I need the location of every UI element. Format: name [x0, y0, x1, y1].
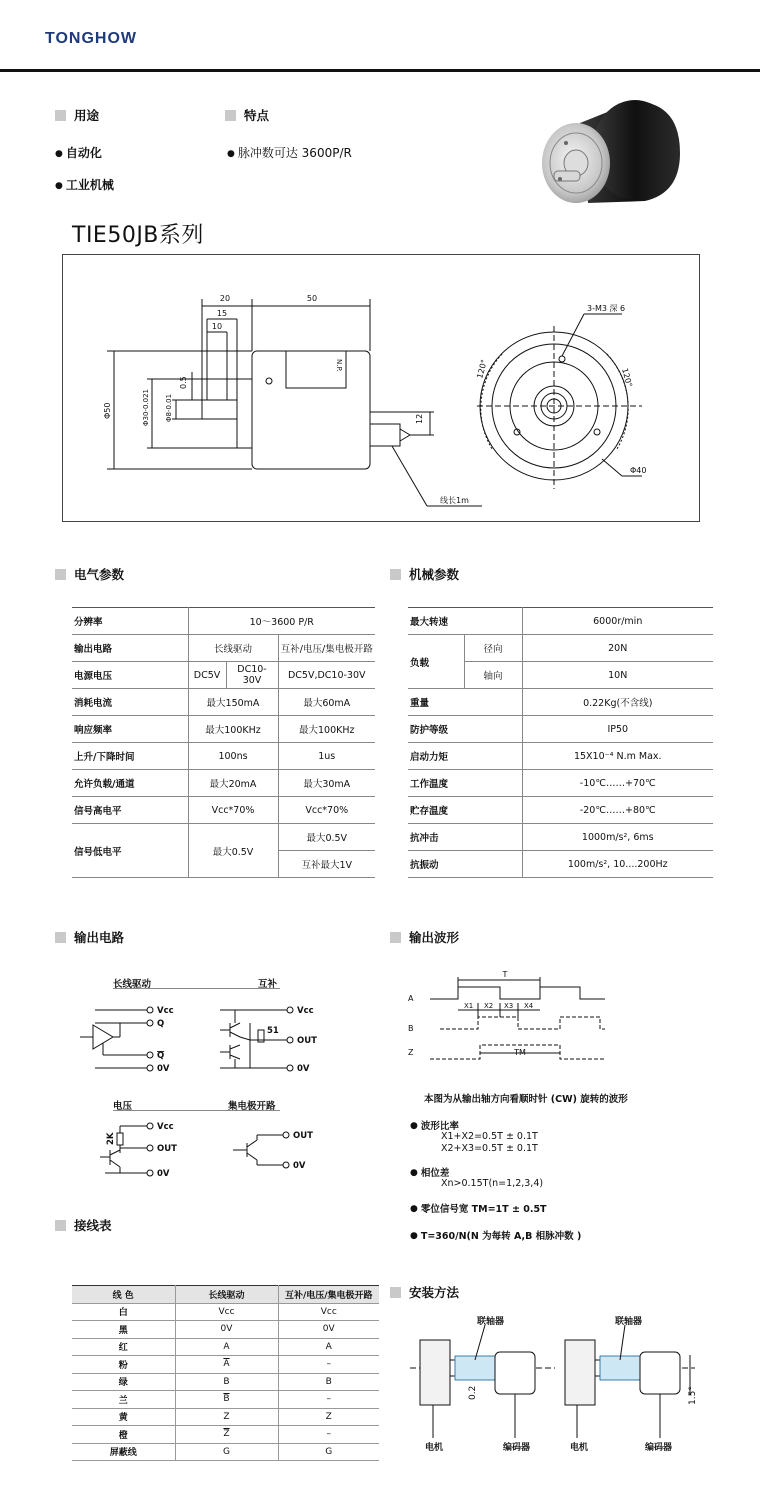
waveform-note-line: Xn>0.15T(n=1,2,3,4) — [441, 1178, 544, 1189]
table-row: 绿 B B — [72, 1373, 379, 1391]
usage-item: ● 工业机械 — [55, 176, 114, 193]
zero-v-label: 0V — [297, 1064, 310, 1074]
coupler-label: 联轴器 — [615, 1317, 643, 1327]
open-collector-label: 集电极开路 — [228, 1101, 276, 1112]
waveform-note-line: X2+X3=0.5T ± 0.1T — [441, 1143, 538, 1154]
wave-b-label: B — [408, 1024, 414, 1033]
table-row: 黄 Z Z — [72, 1408, 379, 1426]
feature-item: ● 脉冲数可达 3600P/R — [227, 144, 352, 161]
dim-phi50: Φ50 — [103, 402, 112, 419]
mechanical-table — [408, 607, 713, 878]
table-row: 最大转速 6000r/min — [408, 608, 713, 635]
table-row: 轴向 10N — [408, 662, 713, 689]
q-label: Q — [157, 1019, 165, 1029]
dim-10: 10 — [211, 322, 223, 331]
x3-label: X3 — [504, 1002, 514, 1010]
motor-label: 电机 — [425, 1443, 444, 1453]
waveform-note: ● 相位差 — [410, 1165, 449, 1179]
encoder-label: 编码器 — [503, 1443, 531, 1453]
dim-0-5: 0.5 — [179, 376, 188, 389]
table-row: 负载 径向 20N — [408, 635, 713, 662]
table-header-row: 线 色 长线驱动 互补/电压/集电极开路 — [72, 1286, 379, 1304]
waveform-note: ● T=360/N(N 为每转 A,B 相脉冲数 ) — [410, 1228, 581, 1242]
waveform-note-line: X1+X2=0.5T ± 0.1T — [441, 1131, 538, 1142]
table-row: 抗冲击 1000m/s², 6ms — [408, 824, 713, 851]
dim-phi40: Φ40 — [630, 466, 647, 475]
cable-length: 线长1m — [440, 496, 469, 505]
angle-1-5: 1.5° — [688, 1386, 698, 1405]
table-row: 分辨率 10～3600 P/R — [72, 608, 375, 635]
table-row: 互补最大1V — [72, 851, 375, 878]
line-driver-label: 长线驱动 — [113, 979, 152, 990]
resistor-2k: 2K — [106, 1132, 116, 1145]
angle-left: 120° — [475, 358, 489, 380]
wave-a-label: A — [408, 994, 414, 1003]
vcc-label: Vcc — [297, 1006, 314, 1016]
wiring-table — [72, 1285, 379, 1461]
resistor-51: 51 — [267, 1026, 279, 1036]
table-row: 贮存温度 -20℃……+80℃ — [408, 797, 713, 824]
table-row: 输出电路 长线驱动 互补/电压/集电极开路 — [72, 635, 375, 662]
waveform-heading: 输出波形 — [390, 928, 459, 946]
dim-phi8: Φ8-0.01 — [165, 393, 173, 422]
header-divider — [0, 69, 760, 72]
table-row: 粉 $\overline{A}$ – — [72, 1356, 379, 1374]
zero-v-label: 0V — [157, 1169, 170, 1179]
voltage-label: 电压 — [113, 1101, 133, 1112]
holes-label: 3-M3 深 6 — [587, 304, 626, 313]
out-label: OUT — [293, 1131, 313, 1141]
electrical-heading: 电气参数 — [55, 565, 124, 583]
table-row: 工作温度 -10℃……+70℃ — [408, 770, 713, 797]
features-heading: 特点 — [225, 106, 269, 124]
tm-label: TM — [514, 1048, 526, 1057]
out-label: OUT — [297, 1036, 317, 1046]
install-heading: 安装方法 — [390, 1283, 459, 1301]
motor-label: 电机 — [570, 1443, 589, 1453]
out-label: OUT — [157, 1144, 177, 1154]
table-row: 防护等级 IP50 — [408, 716, 713, 743]
installation-diagram — [405, 1310, 705, 1460]
table-row: 红 A A — [72, 1338, 379, 1356]
table-row: 允许负载/通道 最大20mA 最大30mA — [72, 770, 375, 797]
usage-item: ● 自动化 — [55, 144, 102, 161]
complementary-label: 互补 — [258, 979, 278, 990]
x4-label: X4 — [524, 1002, 534, 1010]
zero-v-label: 0V — [157, 1064, 170, 1074]
angle-right: 120° — [620, 367, 634, 389]
encoder-photo — [540, 93, 690, 208]
wiring-heading: 接线表 — [55, 1216, 112, 1234]
x2-label: X2 — [484, 1002, 494, 1010]
usage-heading: 用途 — [55, 106, 99, 124]
wave-z-label: Z — [408, 1048, 414, 1057]
table-row: 橙 $\overline{Z}$ – — [72, 1426, 379, 1444]
table-row: 响应频率 最大100KHz 最大100KHz — [72, 716, 375, 743]
table-row: 启动力矩 15X10⁻⁴ N.m Max. — [408, 743, 713, 770]
circuit-divider — [113, 988, 280, 989]
dimension-drawing — [62, 254, 700, 522]
waveform-note: ● 零位信号宽 TM=1T ± 0.5T — [410, 1201, 547, 1215]
waveform-diagram — [400, 965, 620, 1065]
table-row: 上升/下降时间 100ns 1us — [72, 743, 375, 770]
brand-logo: TONGHOW — [45, 30, 138, 47]
table-row: 电源电压 DC5V DC10-30V DC5V,DC10-30V — [72, 662, 375, 689]
offset-0-2: 0.2 — [468, 1385, 478, 1400]
vcc-label: Vcc — [157, 1006, 174, 1016]
table-row: 白 Vcc Vcc — [72, 1303, 379, 1321]
dim-12: 12 — [415, 413, 424, 424]
dim-phi30: Φ30-0.021 — [142, 389, 150, 426]
qbar-label: Q — [157, 1051, 165, 1061]
table-row: 屏蔽线 G G — [72, 1443, 379, 1461]
table-row: 重量 0.22Kg(不含线) — [408, 689, 713, 716]
encoder-label: 编码器 — [645, 1443, 673, 1453]
dim-20: 20 — [219, 294, 231, 303]
table-row: 兰 $\overline{B}$ – — [72, 1391, 379, 1409]
np-label: N.P. — [335, 359, 343, 372]
dim-50: 50 — [306, 294, 318, 303]
waveform-caption: 本图为从输出轴方向看顺时针 (CW) 旋转的波形 — [424, 1094, 628, 1105]
x1-label: X1 — [464, 1002, 474, 1010]
vcc-label: Vcc — [157, 1122, 174, 1132]
period-t: T — [502, 970, 508, 979]
table-row: 黑 0V 0V — [72, 1321, 379, 1339]
table-row: 信号低电平 最大0.5V 最大0.5V — [72, 824, 375, 851]
table-row: 抗振动 100m/s², 10....200Hz — [408, 851, 713, 878]
dim-15: 15 — [216, 309, 228, 318]
mechanical-heading: 机械参数 — [390, 565, 459, 583]
zero-v-label: 0V — [293, 1161, 306, 1171]
coupler-label: 联轴器 — [477, 1317, 505, 1327]
waveform-note: ● 波形比率 — [410, 1118, 459, 1132]
output-circuit-diagrams — [75, 995, 335, 1185]
table-row: 信号高电平 Vcc*70% Vcc*70% — [72, 797, 375, 824]
electrical-table — [72, 607, 375, 878]
series-title: TIE50JB系列 — [72, 223, 204, 248]
output-circuit-heading: 输出电路 — [55, 928, 124, 946]
table-row: 消耗电流 最大150mA 最大60mA — [72, 689, 375, 716]
